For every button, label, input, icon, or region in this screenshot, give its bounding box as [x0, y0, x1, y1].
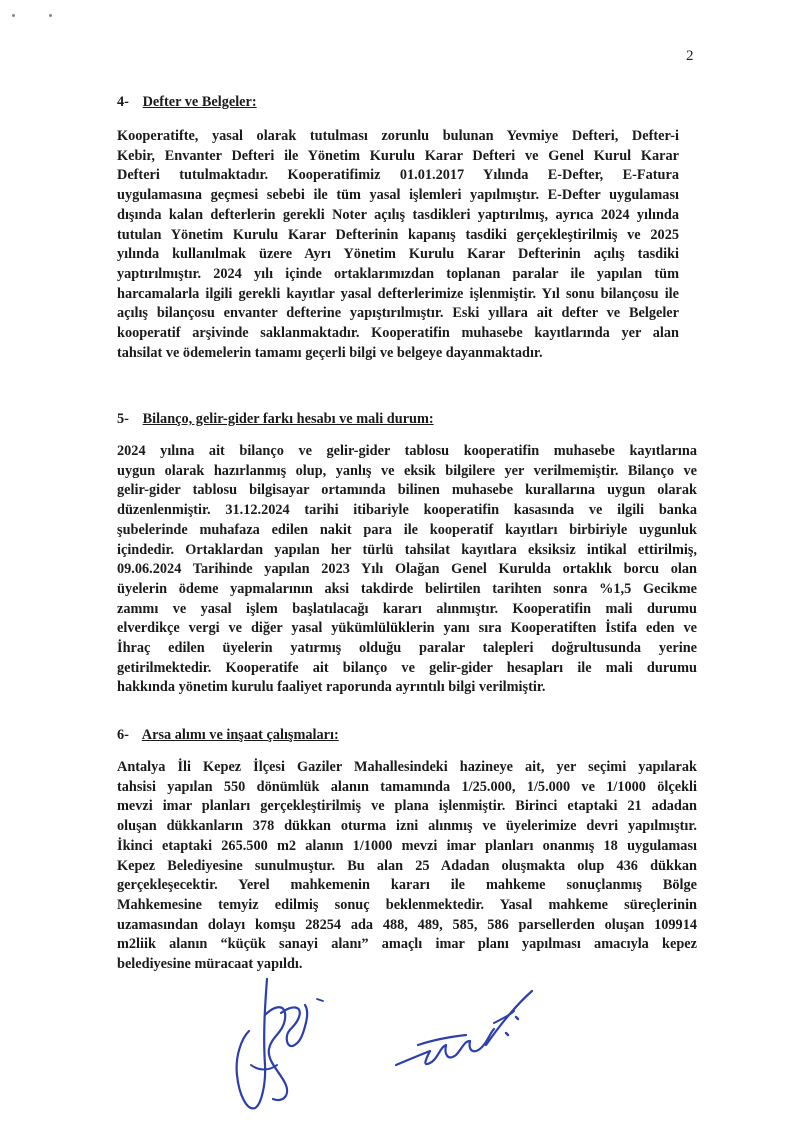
paragraph-line: Antalya İli Kepez İlçesi Gaziler Mahallesindeki hazineye ait, yer seçimi yapılarak [117, 759, 697, 775]
paragraph-line: tahsisi yapılan 550 dönümlük alanın tamamında 1/25.000, 1/5.000 ve 1/1000 ölçekli [117, 778, 697, 795]
signature-right [390, 985, 540, 1075]
paragraph-line: açılış bilançosu envanter defterine yapıştırılmıştır. Eski yıllara ait defter ve Belgeler [117, 305, 679, 322]
signature-left-drawing [225, 975, 335, 1115]
paragraph-line: 09.06.2024 Tarihinde yapılan 2023 Yılı Olağan Genel Kurulda ortaklık borcu olan [117, 561, 697, 578]
paragraph-line: düzenlenmiştir. 31.12.2024 tarihi itibariyle kooperatifin kasasında ve ilgili banka [117, 502, 697, 519]
paragraph-line: Defteri tutulmaktadır. Kooperatifimiz 01.01.2017 Yılında E-Defter, E-Fatura [117, 167, 679, 184]
paragraph-line: mevzi imar planları gerçekleştirilmiş ve plana işlenmiştir. Birinci etaptaki 21 adadan [117, 798, 697, 815]
paragraph-line: İkinci etaptaki 265.500 m2 alanın 1/1000 mevzi imar planları onanmış 18 uygulaması [117, 837, 697, 854]
section-title: Arsa alımı ve inşaat çalışmaları: [141, 727, 339, 743]
section-heading-6 [117, 727, 339, 744]
section-paragraph-5 [117, 442, 697, 698]
section-number: 5- [117, 411, 129, 427]
paragraph-line: uygun olarak hazırlanmış olup, yanlış ve eksik bilgilere yer verilmemiştir. Bilanço ve [117, 462, 697, 479]
paragraph-line: gelir-gider tablosu bilgisayar ortamında bilinen muhasebe kurallarına uygun olarak [117, 482, 697, 499]
paragraph-line: Kebir, Envanter Defteri ile Yönetim Kurulu Karar Defteri ve Genel Kurul Karar [117, 147, 679, 164]
section-heading-4 [117, 94, 257, 111]
paragraph-line: tahsilat ve ödemelerin tamamı geçerli bilgi ve belgeye dayanmaktadır. [117, 344, 543, 361]
paragraph-line: içindedir. Ortaklardan yapılan her türlü tahsilat kayıtlara eksiksiz intikal ettirilmiş, [117, 541, 697, 558]
section-title: Bilanço, gelir-gider farkı hesabı ve mali durum: [142, 411, 434, 427]
section-heading-5 [117, 411, 434, 428]
section-paragraph-4 [117, 127, 679, 363]
paragraph-line: dışında kalan defterlerin gerekli Noter açılış tasdikleri yaptırılmış, ayrıca 2024 yılında [117, 206, 679, 223]
paragraph-line: Kepez Belediyesine sunulmuştur. Bu alan 25 Adadan oluşmakta olup 436 dükkan [117, 857, 697, 874]
section-number: 6- [117, 727, 129, 743]
paragraph-line: belediyesine müracaat yapıldı. [117, 956, 303, 973]
section-paragraph-6 [117, 758, 697, 975]
signature-right-drawing [390, 985, 540, 1075]
paragraph-line: getirilmektedir. Kooperatife ait bilanço ve gelir-gider hesapları ile mali durumu [117, 659, 697, 676]
paragraph-line: gerçekleşecektir. Yerel mahkemenin kararı ile mahkeme sonuçlanmış Bölge [117, 877, 697, 894]
paragraph-line: yılında kullanılmak üzere Ayrı Yönetim Kurulu Karar Defterinin açılış tasdiki [117, 246, 679, 263]
paragraph-line: hakkında yönetim kurulu faaliyet raporunda ayrıntılı bilgi verilmiştir. [117, 679, 546, 696]
paragraph-line: oluşan dükkanların 378 dükkan oturma izni alınmış ve üyelerimize devri yapılmıştır. [117, 818, 697, 835]
paragraph-line: uzamasından dolayı komşu 28254 ada 488, 489, 585, 586 parsellerden oluşan 109914 [117, 916, 697, 933]
section-number: 4- [117, 94, 129, 110]
scan-speck [49, 14, 52, 17]
paragraph-line: kooperatif arşivinde saklanmaktadır. Kooperatifin muhasebe kayıtlarında yer alan [117, 325, 679, 342]
section-title: Defter ve Belgeler: [142, 94, 257, 110]
paragraph-line: harcamalarla ilgili gerekli kayıtlar yasal defterlerimize işlenmiştir. Yıl sonu bilançosu ile [117, 285, 679, 302]
paragraph-line: uygulamasına geçmesi sebebi ile tüm yasal işlemleri yapılmıştır. E-Defter uygulaması [117, 187, 679, 204]
page-number: 2 [686, 48, 694, 64]
paragraph-line: İhraç edilen üyelerin yatırmış olduğu paralar talepleri doğrultusunda yerine [117, 640, 697, 657]
paragraph-line: Kooperatifte, yasal olarak tutulması zorunlu bulunan Yevmiye Defteri, Defter-i [117, 128, 679, 144]
paragraph-line: elverdikçe vergi ve diğer yasal yükümlülüklerin yanı sıra Kooperatiften İstifa eden ve [117, 620, 697, 637]
scan-speck [12, 14, 15, 17]
paragraph-line: şubelerinde muhafaza edilen nakit para ile kooperatif kayıtları birbiriyle uygunluk [117, 521, 697, 538]
paragraph-line: tutulan Yönetim Kurulu Karar Defterinin kapanış tasdiki gerçekleştirilmiş ve 2025 [117, 226, 679, 243]
paragraph-line: 2024 yılına ait bilanço ve gelir-gider tablosu kooperatifin muhasebe kayıtlarına [117, 443, 697, 459]
signature-left [225, 975, 335, 1115]
paragraph-line: üyelerin ödeme yapmalarının aksi takdirde belirtilen tarihten sonra %1,5 Gecikme [117, 580, 697, 597]
paragraph-line: Mahkemesine temyiz edilmiş sonuç beklenmektedir. Yasal mahkeme süreçlerinin [117, 896, 697, 913]
paragraph-line: zammı ve yasal işlem başlatılacağı kararı alınmıştır. Kooperatifin mali durumu [117, 600, 697, 617]
paragraph-line: m2liik alanın “küçük sanayi alanı” amaçlı imar planı yapılması amacıyla kepez [117, 936, 697, 953]
paragraph-line: yaptırılmıştır. 2024 yılı içinde ortaklarımızdan toplanan paralar ile yapılan tüm [117, 265, 679, 282]
